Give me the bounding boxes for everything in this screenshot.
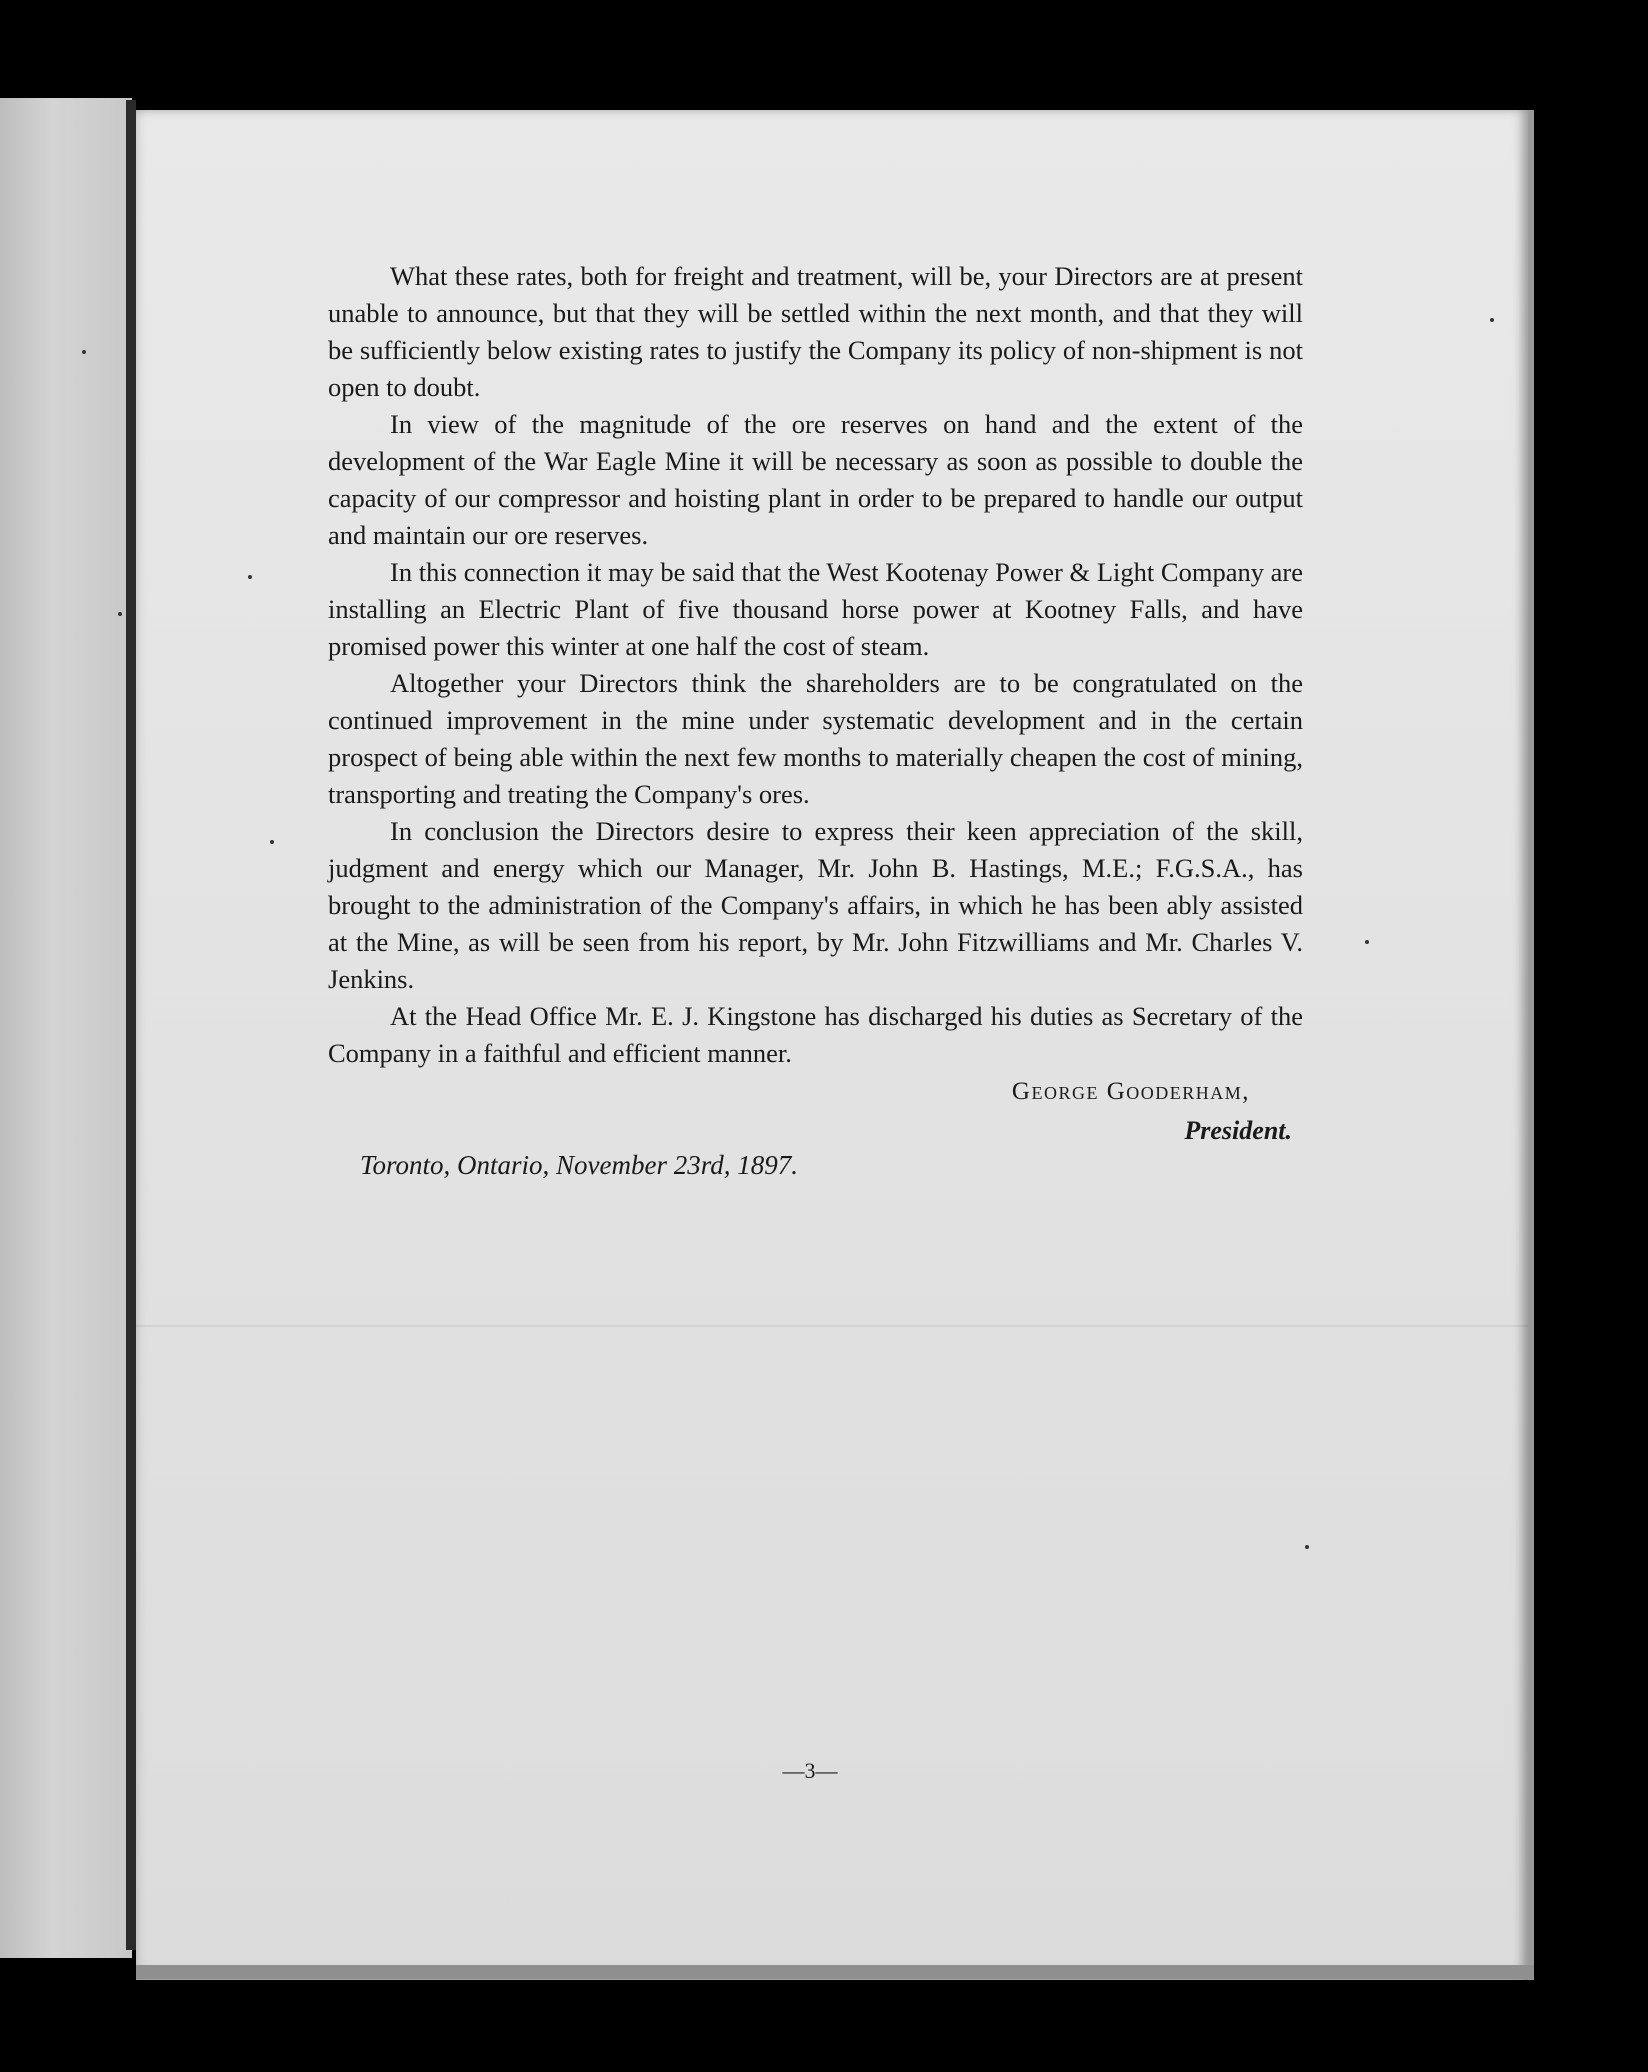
scan-speck	[1305, 1545, 1309, 1549]
scan-speck	[118, 612, 122, 616]
page-fold	[136, 1325, 1528, 1327]
body-text	[328, 258, 1303, 1072]
scan-speck	[1490, 318, 1494, 322]
paragraph: What these rates, both for freight and treatment, will be, your Directors are at present unable to announce, but that they will be settled within the next month, and that they will be sufficiently below existing rates to justify the Company its policy of non-shipment is not open to doubt.	[328, 261, 1303, 402]
paragraph: In view of the magnitude of the ore reserves on hand and the extent of the development of the War Eagle Mine it will be necessary as soon as possible to double the capacity of our compressor and hoisting plant in order to be prepared to handle our output and maintain our ore reserves.	[328, 409, 1303, 550]
paragraph: Altogether your Directors think the shareholders are to be congratulated on the continued improvement in the mine under systematic development and in the certain prospect of being able within the next few months to materially cheapen the cost of mining, transporting and treating the Company's ores.	[328, 668, 1303, 809]
paragraph: At the Head Office Mr. E. J. Kingstone has discharged his duties as Secretary of the Company in a faithful and efficient manner.	[328, 1001, 1303, 1068]
signatory-title: President.	[1184, 1116, 1292, 1145]
page-right-edge	[1528, 110, 1534, 1980]
paragraph: In conclusion the Directors desire to express their keen appreciation of the skill, judgment and energy which our Manager, Mr. John B. Hastings, M.E.; F.G.S.A., has brought to the administration of the Company's affairs, in which he has been ably assisted at the Mine, as will be seen from his report, by Mr. John Fitzwilliams and Mr. Charles V. Jenkins.	[328, 816, 1303, 994]
scan-speck	[248, 575, 252, 579]
facing-page-edge	[0, 98, 132, 1958]
scan-speck	[82, 350, 86, 354]
scan-speck	[270, 840, 274, 844]
book-binding	[126, 100, 136, 1950]
paragraph: In this connection it may be said that the West Kootenay Power & Light Company are installing an Electric Plant of five thousand horse power at Kootney Falls, and have promised power this winter at one half the cost of steam.	[328, 557, 1303, 661]
scan-speck	[1365, 940, 1369, 944]
dateline: Toronto, Ontario, November 23rd, 1897.	[360, 1150, 799, 1180]
page-number: —3—	[782, 1758, 838, 1783]
page-bottom-edge	[136, 1965, 1534, 1979]
signatory-name: George Gooderham,	[1011, 1078, 1250, 1105]
